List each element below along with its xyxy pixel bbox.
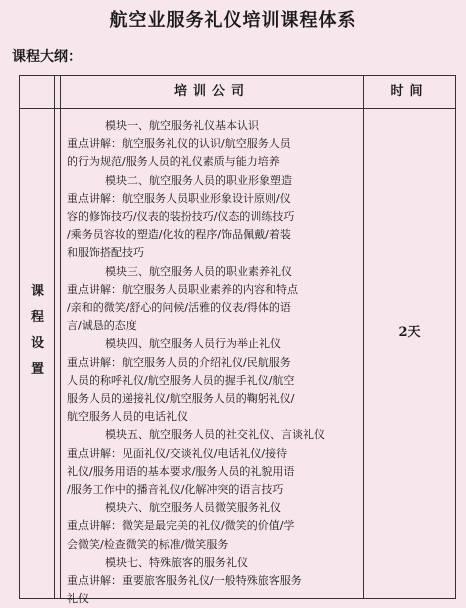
module-detail-line: 重点讲解：航空服务人员职业素养的内容和特点 <box>67 282 298 296</box>
module-title: 模块二、航空服务人员的职业形象塑造 <box>105 173 292 187</box>
row-label-char: 程 <box>30 310 44 325</box>
module-detail-line: 服务人员的递接礼仪/航空服务人员的鞠躬礼仪/ <box>67 392 295 406</box>
module-detail-line: 重点讲解：航空服务礼仪的认识/航空服务人员 <box>67 137 291 151</box>
module-detail-line: 航空服务人员的电话礼仪 <box>67 410 188 424</box>
row-label-char: 置 <box>30 362 44 377</box>
module-detail-line: 礼仪 <box>67 592 89 606</box>
duration-value: 2天 <box>398 325 421 340</box>
page-title: 航空业服务礼仪培训课程体系 <box>109 10 357 31</box>
module-detail-line: /服务工作中的播音礼仪/化解冲突的语言技巧 <box>67 483 284 497</box>
outline-label: 课程大纲： <box>12 49 82 65</box>
module-title: 模块三、航空服务人员的职业素养礼仪 <box>105 264 292 278</box>
module-detail-line: 重点讲解：见面礼仪/交谈礼仪/电话礼仪/接待 <box>67 446 288 460</box>
row-label-text <box>20 279 55 383</box>
module-title: 模块四、航空服务人员行为举止礼仪 <box>105 337 281 351</box>
module-detail-line: 言/诚恳的态度 <box>67 319 137 333</box>
table-header <box>20 76 455 109</box>
row-label-cell <box>20 109 55 598</box>
module-detail-line: /乘务员容妆的塑造/化妆的程序/饰品佩戴/着装 <box>67 228 291 242</box>
module-detail-line: 的行为规范/服务人员的礼仪素质与能力培养 <box>67 155 280 169</box>
module-detail-line: 重点讲解：航空服务人员的介绍礼仪/民航服务 <box>67 355 291 369</box>
course-table <box>19 75 456 606</box>
module-title: 模块一、航空服务礼仪基本认识 <box>105 119 259 132</box>
module-detail-line: 礼仪/服务用语的基本要求/服务人员的礼貌用语 <box>67 464 295 478</box>
module-detail-line: 重点讲解：重要旅客服务礼仪/一般特殊旅客服务 <box>67 574 302 588</box>
course-content <box>61 109 364 606</box>
header-time: 时间 <box>390 84 429 99</box>
row-label-char: 课 <box>30 284 44 299</box>
module-detail-line: 重点讲解：航空服务人员职业形象设计原则/仪 <box>67 191 291 205</box>
module-title: 模块七、特殊旅客的服务礼仪 <box>105 555 248 569</box>
module-title: 模块六、航空服务人员微笑服务礼仪 <box>105 501 281 515</box>
module-detail-line: 和服饰搭配技巧 <box>67 246 144 260</box>
module-detail-line: /亲和的微笑/舒心的问候/活雅的仪表/得体的语 <box>67 301 291 315</box>
module-detail-line: 容的修饰技巧/仪表的装扮技巧/仪态的训练技巧 <box>67 210 295 224</box>
header-label-cell <box>20 76 55 108</box>
header-content: 培训公司 <box>61 76 364 108</box>
module-title: 模块五、航空服务人员的社交礼仪、言谈礼仪 <box>105 428 325 442</box>
row-label-char: 设 <box>30 336 44 351</box>
module-detail-line: 会微笑/检查微笑的标准/微笑服务 <box>67 537 229 551</box>
module-detail-line: 重点讲解：微笑是最完美的礼仪/微笑的价值/学 <box>67 519 295 533</box>
table-body <box>20 109 455 606</box>
module-detail-line: 人员的称呼礼仪/航空服务人员的握手礼仪/航空 <box>67 373 295 387</box>
